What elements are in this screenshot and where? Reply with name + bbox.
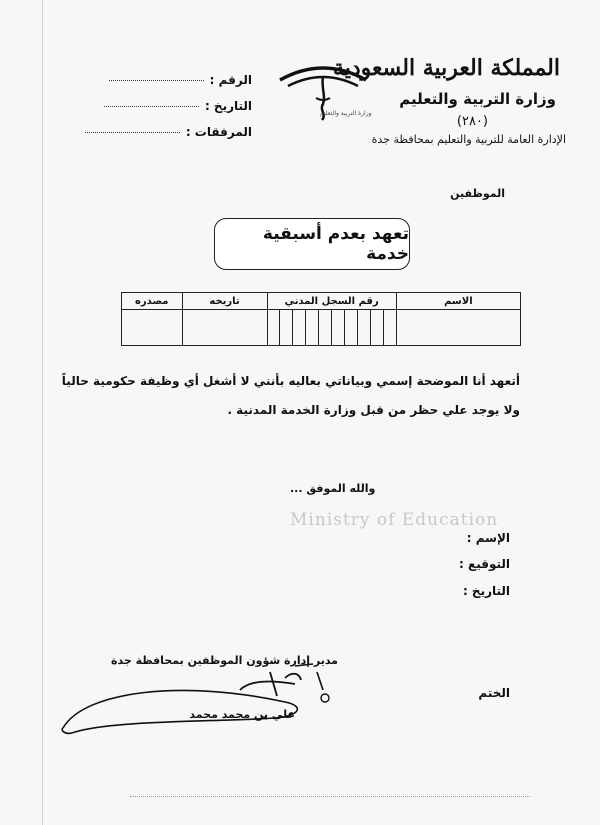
administration-name: الإدارة العامة للتربية والتعليم بمحافظة جدة <box>371 133 566 146</box>
cell-id-date[interactable] <box>182 310 267 346</box>
cell-name[interactable] <box>396 310 520 346</box>
footer-divider <box>130 796 530 797</box>
attachments-field <box>82 125 252 139</box>
ministry-code: (٢٨٠) <box>456 114 488 129</box>
document-title: تعهد بعدم أسبقية خدمة <box>262 224 409 264</box>
ministry-emblem-icon <box>278 58 368 128</box>
signature-field-label: التوقيع : <box>459 557 510 571</box>
date-field <box>82 99 252 113</box>
header-id-source: مصدره <box>122 293 183 310</box>
logo-caption: وزارة التربية والتعليم <box>320 110 372 117</box>
signatory-title: مدير إدارة شؤون الموظفين بمحافظة جدة <box>110 654 338 667</box>
ministry-name: وزارة التربية والتعليم <box>399 90 556 108</box>
cell-civil-id[interactable] <box>267 310 396 346</box>
date-field-label: التاريخ : <box>462 584 510 598</box>
document-title-box <box>214 218 410 270</box>
name-field-label: الإسم : <box>466 531 510 545</box>
attachments-label: المرفقات : <box>185 125 252 139</box>
header-name: الاسم <box>396 293 520 310</box>
cell-id-source[interactable] <box>122 310 183 346</box>
reference-field <box>82 73 252 87</box>
recipient-label: الموظفين <box>450 187 505 200</box>
header-id-date: تاريخه <box>182 293 267 310</box>
kingdom-title: المملكة العربية السعودية <box>332 55 560 81</box>
page-edge <box>42 0 43 825</box>
signatory-name: علي بن محمد محمد <box>189 708 295 721</box>
civil-id-digit-boxes <box>268 310 396 345</box>
watermark-text: Ministry of Education <box>290 510 499 530</box>
reference-label: الرقم : <box>209 73 252 87</box>
handwritten-signature <box>55 650 345 740</box>
seal-label: الختم <box>478 686 510 700</box>
employee-info-table <box>121 292 521 346</box>
date-label: التاريخ : <box>204 99 252 113</box>
pledge-line-1: أتعهد أنا الموضحة إسمي وبياناتي بعاليه بأنني لا أشغل أي وظيفة حكومية حالياً <box>61 374 520 388</box>
closing-phrase: والله الموفق ... <box>290 482 376 495</box>
header-civil-id: رقم السجل المدني <box>267 293 396 310</box>
pledge-line-2: ولا يوجد علي حظر من قبل وزارة الخدمة المدنية . <box>227 403 520 417</box>
